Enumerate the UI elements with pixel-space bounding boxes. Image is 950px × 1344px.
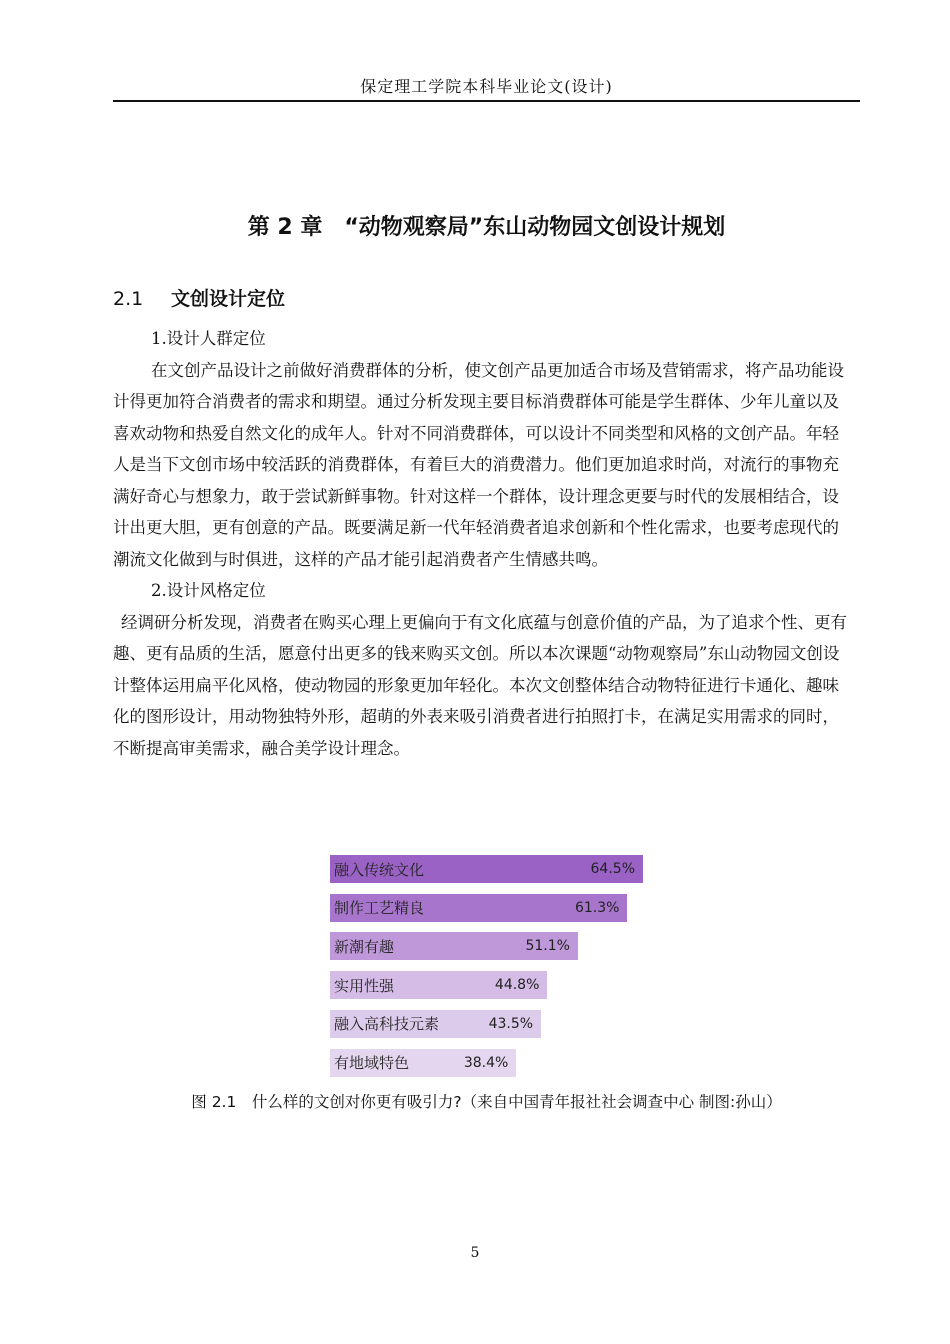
chart-bar: [330, 971, 547, 999]
bar-value-label: 43.5%: [488, 1015, 534, 1032]
paragraph-1: 在文创产品设计之前做好消费群体的分析，使文创产品更加适合市场及营销需求，将产品功能设计得更加符合消费者的需求和期望。通过分析发现主要目标消费群体可能是学生群体、少年儿童以及喜欢动物和热爱自然文化的成年人。针对不同消费群体，可以设计不同类型和风格的文创产品。年轻人是当下文创市场中较活跃的消费群体，有着巨大的消费潜力。他们更加追求时尚，对流行的事物充满好奇心与想象力，敢于尝试新鲜事物。针对这样一个群体，设计理念更要与时代的发展相结合，设计出更大胆，更有创意的产品。既要满足新一代年轻消费者追求创新和个性化需求，也要考虑现代的潮流文化做到与时俱进，这样的产品才能引起消费者产生情感共鸣。: [113, 360, 844, 569]
bar-chart: [330, 855, 660, 1085]
running-header: 保定理工学院本科毕业论文(设计): [360, 77, 613, 96]
bar-value-label: 38.4%: [463, 1054, 509, 1071]
bar-value-label: 64.5%: [590, 861, 635, 877]
subsection-heading-1: 1.设计人群定位: [151, 329, 266, 348]
chart-bar: [330, 932, 578, 960]
section-number: 2.1: [113, 288, 144, 310]
page-number: 5: [470, 1245, 480, 1261]
bar-value-label: 61.3%: [574, 899, 620, 916]
chart-bar: [330, 1049, 516, 1077]
bar-value-label: 51.1%: [525, 938, 570, 955]
section-title: 文创设计定位: [171, 288, 286, 310]
bar-category-label: 融入高科技元素: [334, 1015, 440, 1034]
bar-value-label: 44.8%: [494, 977, 540, 994]
chapter-title: 第 2 章 “动物观察局”东山动物园文创设计规划: [247, 215, 726, 240]
chart-bar: [330, 894, 627, 922]
bar-category-label: 新潮有趣: [334, 937, 395, 956]
bar-category-label: 实用性强: [334, 976, 395, 995]
bar-category-label: 融入传统文化: [334, 860, 425, 879]
header-divider: [113, 100, 860, 102]
bar-category-label: 制作工艺精良: [334, 899, 425, 918]
section-heading: [113, 284, 285, 311]
figure-caption: 图 2.1 什么样的文创对你更有吸引力?（来自中国青年报社社会调查中心 制图:孙山）: [191, 1093, 782, 1111]
chart-bar: [330, 1010, 541, 1038]
subsection-heading-2: 2.设计风格定位: [151, 581, 266, 600]
body-text: [113, 323, 848, 764]
chart-bar: [330, 855, 643, 883]
paragraph-2: 经调研分析发现，消费者在购买心理上更偏向于有文化底蕴与创意价值的产品，为了追求个性、更有趣、更有品质的生活，愿意付出更多的钱来购买文创。所以本次课题“动物观察局”东山动物园文创设计整体运用扁平化风格，使动物园的形象更加年轻化。本次文创整体结合动物特征进行卡通化、趣味化的图形设计，用动物独特外形，超萌的外表来吸引消费者进行拍照打卡，在满足实用需求的同时，不断提高审美需求，融合美学设计理念。: [113, 612, 847, 758]
bar-category-label: 有地域特色: [334, 1054, 410, 1072]
